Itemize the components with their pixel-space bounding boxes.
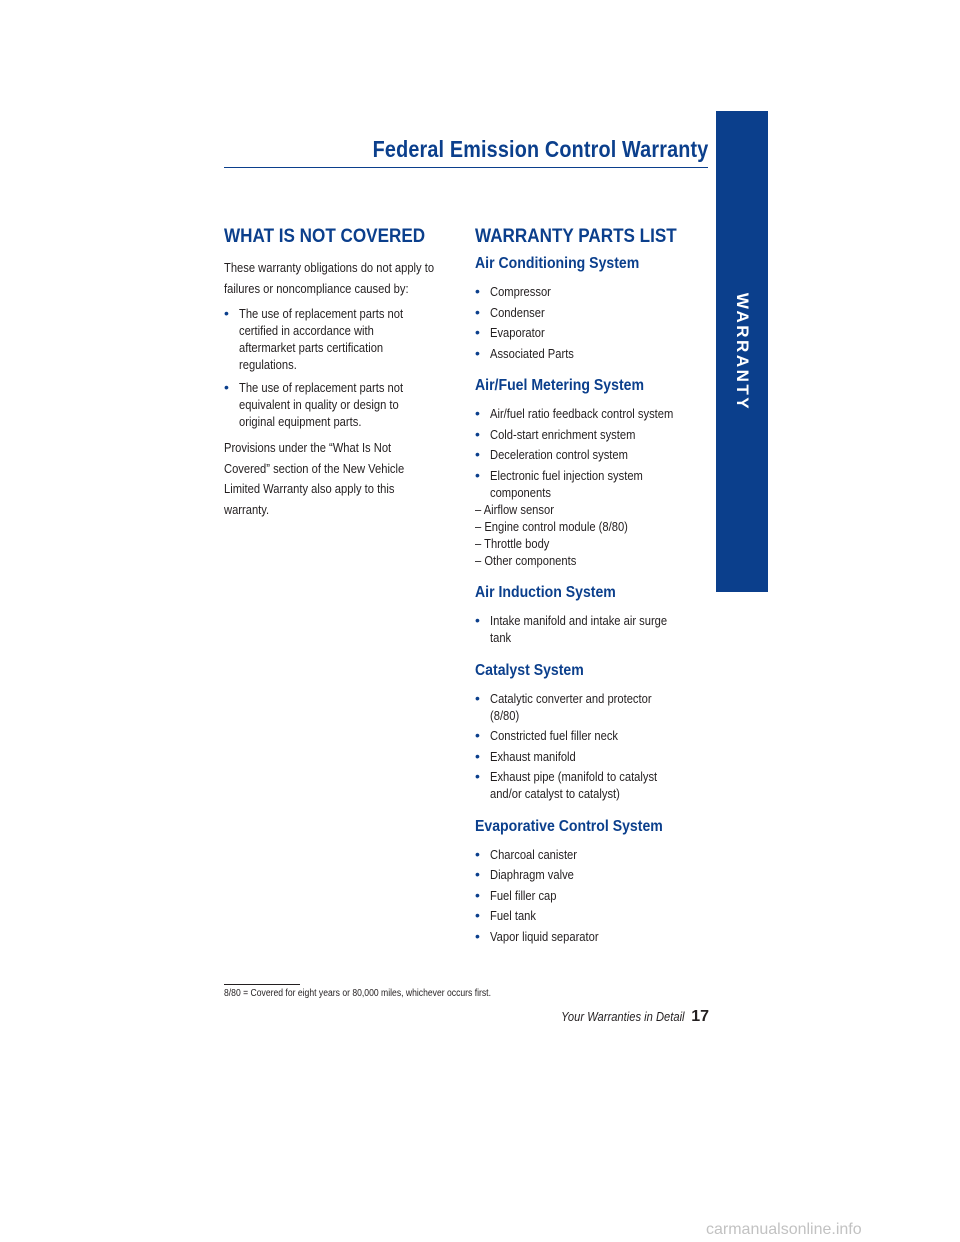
parts-sections	[475, 249, 707, 945]
paragraph-line: Covered” section of the New Vehicle	[224, 460, 405, 476]
list-line: Fuel filler cap	[490, 887, 557, 903]
list-item	[475, 324, 707, 341]
list-item	[224, 305, 460, 373]
page-number: 17	[691, 1008, 709, 1025]
list-item	[475, 727, 707, 744]
list-line: and/or catalyst to catalyst)	[490, 786, 620, 801]
list-item	[224, 379, 460, 430]
list-line: The use of replacement parts not	[239, 306, 404, 321]
list-item	[475, 612, 707, 646]
sub-list-item	[475, 518, 707, 535]
sub-list-item	[475, 552, 707, 569]
bullet-icon: •	[475, 927, 480, 944]
list-line: Air/fuel ratio feedback control system	[490, 406, 674, 421]
side-tab-label: WARRANTY	[733, 292, 752, 412]
list-item	[475, 907, 707, 924]
intro-paragraph	[224, 258, 460, 299]
parts-list	[475, 846, 707, 945]
sub-list-item	[475, 535, 707, 552]
list-item	[475, 467, 707, 569]
footnote-divider	[224, 984, 300, 985]
bullet-icon: •	[475, 907, 480, 923]
list-item	[475, 866, 707, 883]
bullet-icon: •	[475, 405, 480, 421]
section-heading: Air/Fuel Metering System	[475, 377, 645, 394]
list-line: Catalytic converter and protector	[490, 690, 652, 706]
bullet-icon: •	[475, 689, 480, 706]
list-line: Compressor	[490, 284, 551, 299]
list-line: Charcoal canister	[490, 846, 577, 862]
footer-section-title: Your Warranties in Detail	[560, 1009, 685, 1024]
paragraph-line: These warranty obligations do not apply to	[224, 260, 435, 275]
list-item	[475, 690, 707, 724]
bullet-icon: •	[475, 845, 480, 862]
list-line: (8/80)	[490, 707, 520, 723]
list-line: aftermarket parts certification	[239, 340, 384, 355]
list-line: Deceleration control system	[490, 447, 628, 462]
list-item	[475, 405, 707, 422]
parts-list-heading: WARRANTY PARTS LIST	[475, 226, 677, 247]
list-line: equivalent in quality or design to	[239, 397, 399, 412]
list-item	[475, 446, 707, 463]
footnote: 8/80 = Covered for eight years or 80,000 miles, whichever occurs first.	[224, 988, 491, 999]
list-item	[475, 768, 707, 802]
bullet-icon: •	[475, 283, 480, 299]
list-line: Evaporator	[490, 325, 545, 340]
list-line: Constricted fuel filler neck	[490, 728, 619, 743]
list-line: original equipment parts.	[239, 414, 362, 429]
section-heading: Evaporative Control System	[475, 817, 663, 835]
section-heading: Catalyst System	[475, 661, 584, 679]
bullet-icon: •	[475, 747, 480, 764]
bullet-icon: •	[224, 379, 229, 395]
list-line: Exhaust pipe (manifold to catalyst	[490, 769, 658, 784]
list-item	[475, 283, 707, 300]
list-item	[475, 304, 707, 321]
bullet-icon: •	[475, 344, 480, 361]
list-line: Diaphragm valve	[490, 867, 574, 882]
parts-list	[475, 283, 707, 362]
sub-list-line: – Other components	[475, 552, 577, 568]
parts-list	[475, 612, 707, 646]
bullet-icon: •	[475, 425, 480, 442]
list-item	[475, 928, 707, 945]
list-line: Exhaust manifold	[490, 748, 576, 764]
list-line: certified in accordance with	[239, 323, 374, 338]
right-column	[475, 225, 707, 948]
list-item	[475, 846, 707, 863]
bullet-icon: •	[224, 305, 229, 321]
sub-list-line: – Airflow sensor	[475, 501, 554, 517]
sub-list-line: – Throttle body	[475, 535, 550, 551]
list-item	[475, 887, 707, 904]
section-heading: Air Conditioning System	[475, 255, 640, 272]
paragraph-line: Limited Warranty also apply to this	[224, 481, 395, 496]
list-item	[475, 426, 707, 443]
list-line: components	[490, 484, 551, 500]
paragraph-line: warranty.	[224, 501, 270, 517]
list-line: Electronic fuel injection system	[490, 467, 643, 483]
closing-paragraph	[224, 438, 460, 520]
bullet-icon: •	[475, 727, 480, 743]
list-line: Cold-start enrichment system	[490, 426, 636, 442]
sub-list-line: – Engine control module (8/80)	[475, 518, 628, 534]
list-item	[475, 748, 707, 765]
paragraph-line: failures or noncompliance caused by:	[224, 280, 409, 296]
bullet-icon: •	[475, 612, 480, 628]
left-column	[224, 225, 460, 520]
watermark: carmanualsonline.info	[706, 1221, 862, 1238]
page-title: Federal Emission Control Warranty	[372, 136, 708, 162]
list-line: regulations.	[239, 357, 297, 372]
bullet-icon: •	[475, 446, 480, 462]
bullet-icon: •	[475, 466, 480, 483]
list-line: Intake manifold and intake air surge	[490, 613, 668, 628]
list-line: The use of replacement parts not	[239, 380, 404, 395]
list-line: tank	[490, 630, 512, 645]
bullet-icon: •	[475, 324, 480, 340]
list-line: Fuel tank	[490, 908, 536, 923]
list-item	[475, 345, 707, 362]
not-covered-heading: WHAT IS NOT COVERED	[224, 226, 426, 247]
exclusion-list	[224, 305, 460, 430]
parts-list	[475, 690, 707, 803]
page-footer	[541, 1008, 709, 1026]
bullet-icon: •	[475, 866, 480, 882]
list-line: Vapor liquid separator	[490, 928, 599, 944]
list-line: Associated Parts	[490, 345, 574, 361]
paragraph-line: Provisions under the “What Is Not	[224, 440, 392, 455]
bullet-icon: •	[475, 303, 480, 320]
bullet-icon: •	[475, 886, 480, 903]
sub-list-item	[475, 501, 707, 518]
bullet-icon: •	[475, 768, 480, 784]
list-line: Condenser	[490, 304, 545, 320]
title-divider	[224, 167, 708, 168]
parts-list	[475, 405, 707, 569]
section-heading: Air Induction System	[475, 584, 616, 601]
